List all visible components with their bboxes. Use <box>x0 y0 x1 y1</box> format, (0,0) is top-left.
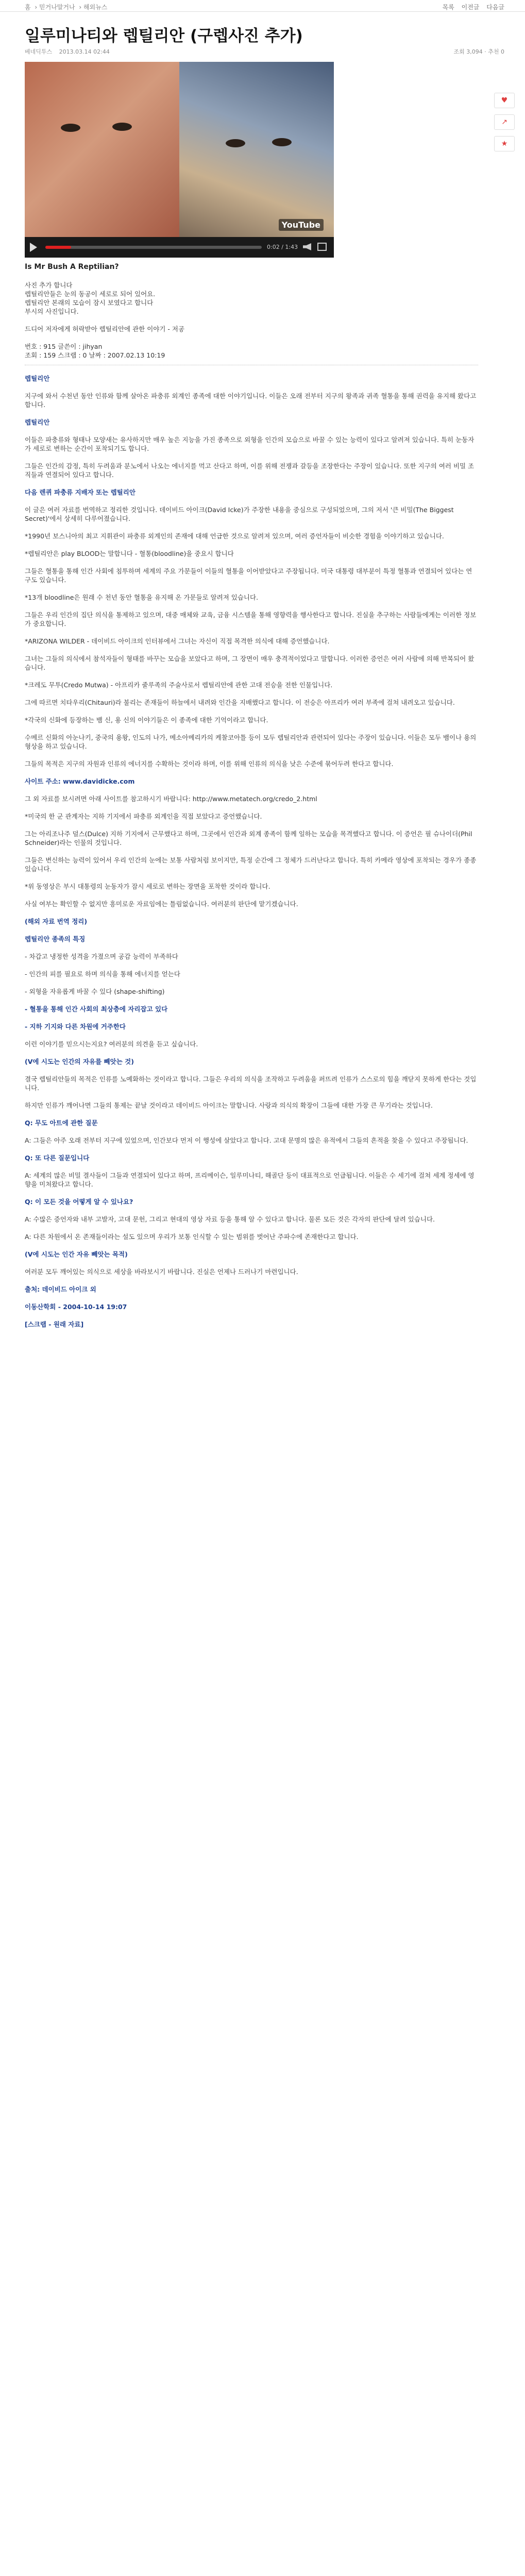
paragraph: 하지만 인류가 깨어나면 그들의 통제는 끝날 것이라고 데이비드 아이크는 말합니다. 사랑과 의식의 확장이 그들에 대한 가장 큰 무기라는 것입니다. <box>25 1101 433 1109</box>
intro-line: 사진 추가 합니다 <box>25 281 73 289</box>
paragraph: 렙틸리안 <box>25 375 50 382</box>
paragraph: 그 외 자료를 보시려면 아래 사이트를 참고하시기 바랍니다: http://www.metatech.org/credo_2.html <box>25 795 317 803</box>
bookmark-icon[interactable]: ★ <box>494 136 515 151</box>
video-frame-left <box>25 62 179 237</box>
heart-icon[interactable]: ♥ <box>494 93 515 108</box>
list-button[interactable]: 목록 <box>442 4 454 11</box>
paragraph: *ARIZONA WILDER - 데이비드 아이크의 인터뷰에서 그녀는 자신이 직접 목격한 의식에 대해 증언했습니다. <box>25 637 330 645</box>
paragraph: 이런 이야기를 믿으시는지요? 여러분의 의견을 듣고 싶습니다. <box>25 1040 198 1048</box>
paragraph: 이동산학회 - 2004-10-14 19:07 <box>25 1303 127 1311</box>
post-date: 2013.03.14 02:44 <box>59 48 110 55</box>
intro-line: 드디어 저자에게 허락받아 렙틸리안에 관한 이야기 - 저공 <box>25 325 185 333</box>
paragraph: A: 다른 차원에서 온 존재들이라는 설도 있으며 우리가 보통 인식할 수 있는 범위를 벗어난 주파수에 존재한다고 합니다. <box>25 1233 359 1241</box>
post-paragraphs <box>25 374 478 1329</box>
paragraph: *각국의 신화에 등장하는 뱀 신, 용 신의 이야기들은 이 종족에 대한 기억이라고 합니다. <box>25 716 268 724</box>
paragraph: 그들은 변신하는 능력이 있어서 우리 인간의 눈에는 보통 사람처럼 보이지만, 특정 순간에 그 정체가 드러난다고 합니다. 특히 카메라 영상에 포착되는 경우가 종종 있습니다. <box>25 856 477 873</box>
youtube-logo[interactable]: YouTube <box>279 219 324 231</box>
intro-line: 부시의 사진입니다. <box>25 308 79 315</box>
paragraph: 렙틸리안 <box>25 418 50 426</box>
paragraph: - 지하 기지와 다른 차원에 거주한다 <box>25 1023 126 1030</box>
paragraph: *위 동영상은 부시 대통령의 눈동자가 잠시 세로로 변하는 장면을 포착한 것이라 합니다. <box>25 883 270 890</box>
eye-shape <box>112 123 132 131</box>
breadcrumb: 홈 › 믿거나말거나 › 해외뉴스 <box>25 4 108 11</box>
video-time: 0:02 / 1:43 <box>267 244 298 250</box>
intro-line: 번호 : 915 글쓴이 : jihyan <box>25 343 103 350</box>
eye-shape <box>226 139 245 147</box>
paragraph: 그는 아리조나주 덜스(Dulce) 지하 기지에서 근무했다고 하며, 그곳에서 인간과 외계 종족이 함께 일하는 모습을 목격했다고 합니다. 이 증언은 필 슈나이더(Phil Schneider)라는 인물의 것입니다. <box>25 830 472 846</box>
intro-line: 렙틸리안 본래의 모습이 잠시 보였다고 합니다 <box>25 299 154 307</box>
paragraph: *13개 bloodline은 원래 수 천년 동안 혈통을 유지해 온 가문들로 알려져 있습니다. <box>25 594 259 601</box>
prev-post-button[interactable]: 이전글 <box>461 4 480 11</box>
paragraph: 그들은 혈통을 통해 인간 사회에 침투하며 세계의 주요 가문들이 이들의 혈통을 이어받았다고 주장됩니다. 미국 대통령 대부분이 특정 혈통과 연결되어 있다는 연구도 있습니다. <box>25 567 472 584</box>
intro-line <box>25 333 478 342</box>
paragraph: 다음 렌퀴 파충류 지배자 또는 렙틸리안 <box>25 488 136 496</box>
paragraph: - 차갑고 냉정한 성격을 가졌으며 공감 능력이 부족하다 <box>25 953 178 960</box>
paragraph: 이들은 파충류와 형태나 모양새는 유사하지만 매우 높은 지능을 가진 종족으로 외형을 인간의 모습으로 바꿀 수 있는 능력이 있다고 알려져 있습니다. 특히 눈동자가 세로로 변하는 순간이 포착되기도 합니다. <box>25 436 475 452</box>
post-meta <box>25 47 115 56</box>
paragraph: 이 글은 여러 자료를 번역하고 정리한 것입니다. 데이비드 아이크(David Icke)가 주장한 내용을 중심으로 구성되었으며, 그의 저서 '큰 비밀(The Biggest Secret)'에서 상세히 다루어졌습니다. <box>25 506 454 522</box>
paragraph: Q: 무도 아트에 관한 질문 <box>25 1119 98 1127</box>
page-title: 일루미나티와 렙틸리안 (구렙사진 추가) <box>25 27 303 45</box>
paragraph: - 혈통을 통해 인간 사회의 최상층에 자리잡고 있다 <box>25 1005 168 1013</box>
post-author[interactable]: 베네딕투스 <box>25 48 53 55</box>
post-intro <box>25 281 478 360</box>
breadcrumb-item[interactable]: 홈 <box>25 4 31 11</box>
intro-line <box>25 316 478 325</box>
volume-icon[interactable] <box>303 243 311 250</box>
breadcrumb-item[interactable]: 믿거나말거나 <box>39 4 75 11</box>
paragraph: - 인간의 피를 필요로 하며 의식을 통해 에너지를 얻는다 <box>25 970 180 978</box>
paragraph: 그들은 우리 인간의 집단 의식을 통제하고 있으며, 대중 매체와 교육, 금융 시스템을 통해 영향력을 행사한다고 합니다. 진실을 추구하는 사람들에게는 이러한 정보가 중요합니다. <box>25 611 477 628</box>
paragraph: 그녀는 그들의 의식에서 참석자들이 형태를 바꾸는 모습을 보았다고 하며, 그 장면이 매우 충격적이었다고 말합니다. 이러한 증언은 여러 사람에 의해 반복되어 왔습니다. <box>25 655 475 671</box>
paragraph: *렙틸리안은 play BLOOD는 말합니다 - 혈통(bloodline)을 중요시 합니다 <box>25 550 234 557</box>
video-frame-right <box>179 62 334 237</box>
paragraph: Q: 이 모든 것을 어떻게 알 수 있나요? <box>25 1198 133 1206</box>
paragraph: 지구에 와서 수천년 동안 인류와 함께 살아온 파충류 외계인 종족에 대한 이야기입니다. 이들은 오래 전부터 지구의 왕족과 귀족 혈통을 통해 권력을 유지해 왔다고 합니다. <box>25 392 477 409</box>
intro-line: 렙틸리안들은 눈의 동공이 세로로 되어 있어요. <box>25 290 156 298</box>
paragraph: A: 수많은 증언자와 내부 고발자, 고대 문헌, 그리고 현대의 영상 자료 등을 통해 알 수 있다고 합니다. 물론 모든 것은 각자의 판단에 달려 있습니다. <box>25 1215 435 1223</box>
share-icon[interactable]: ↗ <box>494 114 515 130</box>
paragraph: *크레도 무투(Credo Mutwa) - 아프리카 줄루족의 주술사로서 렙틸리안에 관한 고대 전승을 전한 인물입니다. <box>25 681 333 689</box>
paragraph: 렙틸리안 종족의 특징 <box>25 935 86 943</box>
paragraph: (V에 시도는 인간 자유 빼앗는 목적) <box>25 1250 128 1258</box>
side-tools <box>488 93 521 158</box>
paragraph: *1990년 보스니아의 최고 지휘관이 파충류 외계인의 존재에 대해 언급한 것으로 알려져 있으며, 여러 증언자들이 비슷한 경험을 이야기하고 있습니다. <box>25 532 444 540</box>
next-post-button[interactable]: 다음글 <box>486 4 504 11</box>
paragraph: A: 그들은 아주 오래 전부터 지구에 있었으며, 인간보다 먼저 이 행성에 살았다고 합니다. 고대 문명의 많은 유적에서 그들의 흔적을 찾을 수 있다고 주장됩니다. <box>25 1137 468 1144</box>
post-stats: 조회 3,094 · 추천 0 <box>453 48 504 55</box>
paragraph: 사이트 주소: www.davidicke.com <box>25 777 135 785</box>
fullscreen-icon[interactable] <box>317 243 327 251</box>
paragraph: 그들의 목적은 지구의 자원과 인류의 에너지를 수확하는 것이라 하며, 이를 위해 인류의 의식을 낮은 수준에 묶어두려 한다고 합니다. <box>25 760 394 768</box>
paragraph: (해외 자료 번역 정리) <box>25 918 88 925</box>
paragraph: 출처: 데이비드 아이크 외 <box>25 1285 96 1293</box>
video-progress-fill <box>45 246 71 249</box>
video-controls <box>25 237 334 258</box>
paragraph: *미국의 한 군 관계자는 지하 기지에서 파충류 외계인을 직접 보았다고 증언했습니다. <box>25 812 262 820</box>
video-player[interactable] <box>25 62 334 258</box>
intro-line: 조회 : 159 스크랩 : 0 날짜 : 2007.02.13 10:19 <box>25 351 165 359</box>
paragraph: - 외형을 자유롭게 바꿀 수 있다 (shape-shifting) <box>25 988 165 995</box>
video-caption: Is Mr Bush A Reptilian? <box>25 263 119 271</box>
paragraph: 여러분 모두 깨어있는 의식으로 세상을 바라보시기 바랍니다. 진실은 언제나 드러나기 마련입니다. <box>25 1268 298 1276</box>
paragraph: 결국 렙틸리안들의 목적은 인류를 노예화하는 것이라고 합니다. 그들은 우리의 의식을 조작하고 두려움을 퍼뜨려 인류가 스스로의 힘을 깨닫지 못하게 한다는 것입니다. <box>25 1075 477 1092</box>
eye-shape <box>272 138 292 146</box>
paragraph: 사실 여부는 확인할 수 없지만 흥미로운 자료임에는 틀림없습니다. 여러분의 판단에 맡기겠습니다. <box>25 900 298 908</box>
paragraph: A: 세계의 많은 비밀 결사들이 그들과 연결되어 있다고 하며, 프리메이슨, 일루미나티, 해골단 등이 대표적으로 언급됩니다. 이들은 수 세기에 걸쳐 세계 정세에 영향을 미쳐왔다고 합니다. <box>25 1172 475 1188</box>
top-bar <box>0 0 525 12</box>
paragraph: 그에 따르면 치타우리(Chitauri)라 불리는 존재들이 하늘에서 내려와 인간을 지배했다고 합니다. 이 전승은 아프리카 여러 부족에 걸쳐 내려오고 있습니다. <box>25 699 455 706</box>
paragraph: Q: 또 다른 질문입니다 <box>25 1154 90 1162</box>
paragraph: [스크랩 - 원래 자료] <box>25 1320 84 1328</box>
paragraph: 그들은 인간의 감정, 특히 두려움과 분노에서 나오는 에너지를 먹고 산다고 하며, 이를 위해 전쟁과 갈등을 조장한다는 주장이 있습니다. 또한 지구의 여러 비밀 조직들과 연결되어 있다고 합니다. <box>25 462 475 479</box>
paragraph: 수메르 신화의 아눈나키, 중국의 용왕, 인도의 나가, 메소아메리카의 케찰코아틀 등이 모두 렙틸리안과 관련되어 있다는 주장이 있습니다. 이들은 모두 뱀이나 용의 형상을 하고 있습니다. <box>25 734 477 750</box>
video-progress-bar[interactable] <box>45 246 262 249</box>
paragraph: (V에 시도는 인간의 자유를 빼앗는 것) <box>25 1058 134 1065</box>
post-body <box>25 281 478 1337</box>
breadcrumb-item[interactable]: 해외뉴스 <box>83 4 108 11</box>
top-nav <box>437 3 504 11</box>
play-icon[interactable] <box>30 243 37 252</box>
eye-shape <box>61 124 80 132</box>
